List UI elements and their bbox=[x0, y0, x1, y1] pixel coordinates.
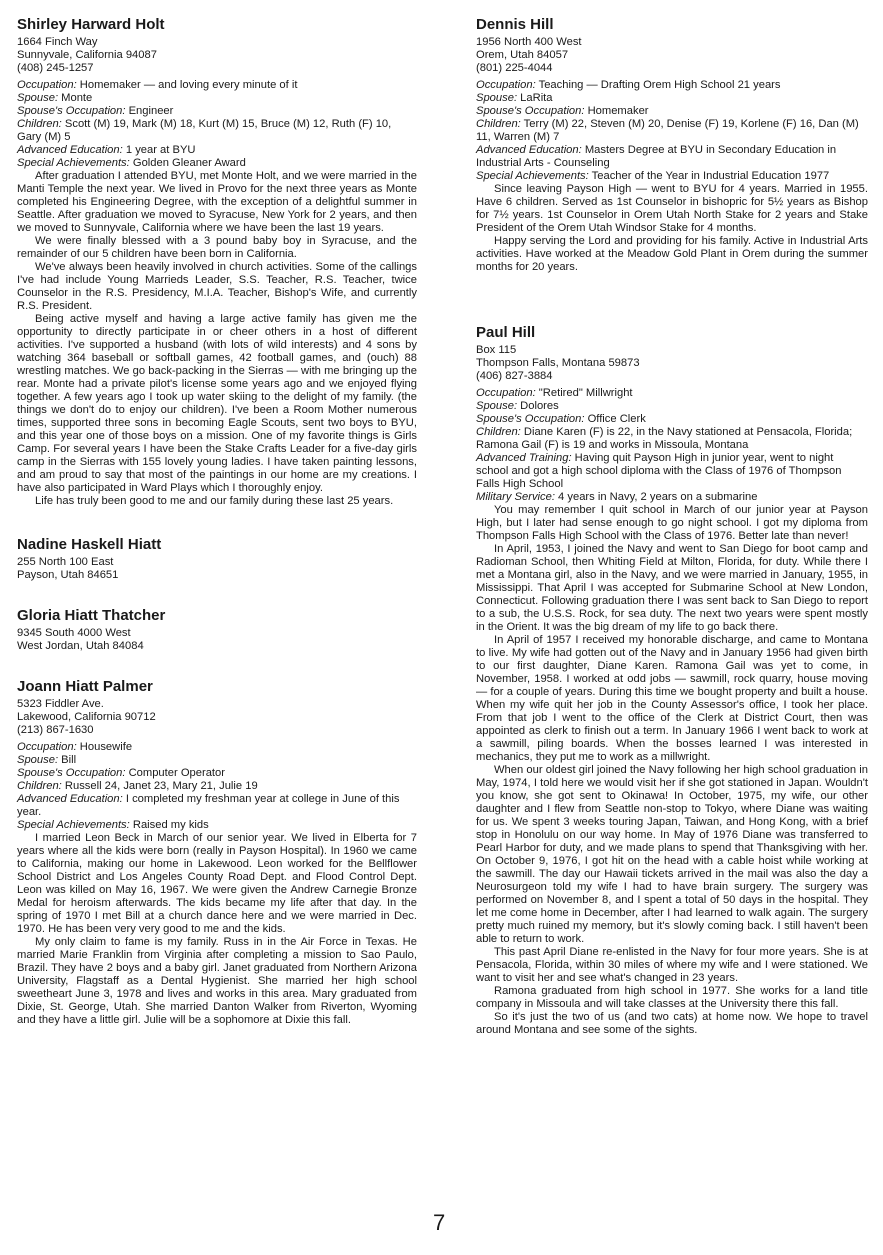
address-line: 1664 Finch Way bbox=[17, 36, 98, 48]
address-line: 5323 Fiddler Ave. bbox=[17, 698, 104, 710]
field-value: Monte bbox=[58, 92, 93, 104]
info-field bbox=[17, 144, 417, 157]
info-field bbox=[17, 754, 417, 767]
field-label: Occupation: bbox=[17, 741, 77, 753]
field-value: 1 year at BYU bbox=[122, 144, 196, 156]
info-field bbox=[476, 452, 868, 491]
paragraph: Being active myself and having a large active family has given me the opportunity to directly participate in or cheer others in a host of different activities. I've supported a husband (with lots of wild interests) and 4 sons by watching 364 baseball or softball games, 42 football games, and (ouch) 88 wrestling matches. We go back-packing in the Sierras — with me bringing up the rear. Monte had a private pilot's license some years ago and we enjoyed flying together. A few years ago I took up water skiing to the delight of my family. (the things we don't do to enjoy our children). I've been a Room Mother numerous times, supported three sons in becoming Eagle Scouts, sent two boys to BYU, and this year one of those boys on a mission. One of my favorite things is Girls Camp. For several years I have been the Stake Crafts Leader for a five-day girls camp in the Sierras with 155 lovely young ladies. I have taken painting lessons, and am proud to say that most of the paintings in our home are my creations. I have also participated in Ward Plays which I thoroughly enjoy. bbox=[17, 313, 417, 494]
address-line: Payson, Utah 84651 bbox=[17, 569, 119, 581]
field-label: Advanced Education: bbox=[476, 144, 582, 156]
info-field bbox=[476, 426, 868, 452]
field-label: Children: bbox=[17, 118, 62, 130]
info-fields bbox=[17, 79, 417, 170]
field-value: Teacher of the Year in Industrial Education 1977 bbox=[588, 170, 830, 182]
paragraph: Since leaving Payson High — went to BYU for 4 years. Married in 1955. Have 6 children. Served as 1st Counselor in bishopric for 5½ years as Bishop for 7½ years. 1st Counselor in Orem Utah North Stake for 2 years and Stake President of the Orem Utah Windsor Stake for 4 months. bbox=[476, 183, 868, 234]
paragraph: We were finally blessed with a 3 pound baby boy in Syracuse, and the remainder of our 5 children have been born in California. bbox=[17, 235, 417, 260]
paragraph: In April of 1957 I received my honorable discharge, and came to Montana to live. My wife had gotten out of the Navy and in January 1956 had given birth to our first daughter, Diane Karen. Ramona Gail was yet to come, in November, 1958. I worked at odd jobs — sawmill, rock quarry, house moving — for a couple of years. During this time we bought property and built a house. When my wife quit her job in the County Assessor's office, I took her place. From that job I went to the office of the Clerk at District Court, then was appointed as clerk to finish out a term. In January 1966 I went back to work at a sawmill, piling boards. When the bosses learned I was interested in mechanics, they put me to work as a millwright. bbox=[476, 634, 868, 763]
phone-line: (213) 867-1630 bbox=[17, 724, 94, 736]
field-label: Children: bbox=[476, 118, 521, 130]
field-label: Spouse: bbox=[17, 92, 59, 104]
entry-name: Paul Hill bbox=[476, 324, 536, 341]
info-field bbox=[476, 387, 868, 400]
entry-paul-hill bbox=[476, 324, 868, 1037]
entry-name: Dennis Hill bbox=[476, 16, 554, 33]
field-value: Engineer bbox=[125, 105, 174, 117]
narrative bbox=[17, 170, 417, 508]
field-value: Teaching — Drafting Orem High School 21 years bbox=[535, 79, 781, 91]
field-value: Golden Gleaner Award bbox=[129, 157, 246, 169]
field-value: LaRita bbox=[517, 92, 553, 104]
paragraph: We've always been heavily involved in church activities. Some of the callings I've had include Young Marrieds Leader, S.S. Teacher, R.S. Teacher, twice Counselor in the R.S. Presidency, M.I.A. Teacher, Bishop's Wife, and currently R.S. President. bbox=[17, 261, 417, 312]
field-value: Office Clerk bbox=[584, 413, 646, 425]
field-label: Military Service: bbox=[476, 491, 555, 503]
field-label: Special Achievements: bbox=[17, 157, 130, 169]
field-label: Children: bbox=[476, 426, 521, 438]
paragraph: When our oldest girl joined the Navy following her high school graduation in May, 1974, I told here we would visit her if she got stationed in Japan. Wouldn't you know, she got sent to Okinawa! In October, 1975, my wife, our other daughter and I flew from Seattle non-stop to Tokyo, where Diane was waiting for us. We spent 3 weeks touring Japan, Taiwan, and Hong Kong, with a brief stop in Honolulu on our way home. In May of 1976 Diane was transferred to Pearl Harbor for duty, and we made plans to spend that Thanksgiving with her. On October 9, 1976, I got hit on the head with a cable hoist while working at the sawmill. The day our Hawaii tickets arrived in the mail was also the day a Neurosurgeon told my wife I had to have brain surgery. The surgery was performed on November 8, and I spent a total of 50 days in the hospital. They let me come home in December, after I had learned to walk again. The surgery pretty much ruined my memory, but it's slowly coming back. I still haven't been able to return to work. bbox=[476, 764, 868, 945]
left-column bbox=[17, 16, 417, 1027]
info-field bbox=[17, 157, 417, 170]
field-value: Raised my kids bbox=[129, 819, 209, 831]
paragraph: Life has truly been good to me and our family during these last 25 years. bbox=[35, 495, 394, 507]
field-value: Housewife bbox=[76, 741, 133, 753]
paragraph: In April, 1953, I joined the Navy and went to San Diego for boot camp and Radioman School, then Whiting Field at Milton, Florida, for duty. While there I met a Montana girl, also in the Navy, and we were married in January, 1955, in Mississippi. That April I was accepted for Submarine School at New London, Connecticut. Following graduation there I was sent back to San Diego to report to a sub, the U.S.S. Rock, for sea duty. The next two years were spent mostly in the Orient. It was the big dream of my life to go back there. bbox=[476, 543, 868, 633]
field-value: Masters Degree at BYU in Secondary Education in Industrial Arts - Counseling bbox=[476, 144, 837, 169]
narrative bbox=[476, 183, 868, 274]
field-label: Special Achievements: bbox=[476, 170, 589, 182]
field-label: Advanced Training: bbox=[476, 452, 572, 464]
info-field bbox=[476, 105, 868, 118]
paragraph: This past April Diane re-enlisted in the Navy for four more years. She is at Pensacola, Florida, within 30 miles of where my wife and I were stationed. We want to visit her and see what's changed in 23 years. bbox=[476, 946, 868, 984]
info-field bbox=[17, 79, 417, 92]
entry-shirley-holt bbox=[17, 16, 417, 508]
info-field bbox=[17, 767, 417, 780]
info-field bbox=[17, 780, 417, 793]
info-field bbox=[17, 741, 417, 754]
field-label: Children: bbox=[17, 780, 62, 792]
field-label: Spouse's Occupation: bbox=[476, 413, 585, 425]
info-field bbox=[476, 400, 868, 413]
info-field bbox=[17, 793, 417, 819]
address-line: Lakewood, California 90712 bbox=[17, 711, 156, 723]
address-line: Box 115 bbox=[476, 344, 517, 356]
field-label: Spouse: bbox=[476, 400, 518, 412]
field-value: "Retired" Millwright bbox=[535, 387, 633, 399]
field-value: I completed my freshman year at college in June of this year. bbox=[17, 793, 400, 818]
paragraph: So it's just the two of us (and two cats) at home now. We hope to travel around Montana and see some of the sights. bbox=[476, 1011, 868, 1036]
address-line: 9345 South 4000 West bbox=[17, 627, 131, 639]
phone-line: (406) 827-3884 bbox=[476, 370, 553, 382]
entry-nadine-hiatt bbox=[17, 536, 417, 582]
field-label: Occupation: bbox=[476, 79, 536, 91]
field-value: Homemaker bbox=[584, 105, 649, 117]
entry-gloria-thatcher bbox=[17, 607, 417, 653]
paragraph: I married Leon Beck in March of our senior year. We lived in Elberta for 7 years where all the kids were born (really in Payson Hospital). In 1960 we came to California, making our home in Lakewood. Leon worked for the Bellflower School District and Los Angeles County Road Dept. and Flood Control Dept. Leon was killed on May 16, 1967. We were given the Andrew Carnegie Bronze Medal for heroism afterwards. The kids became my life after that day. In the spring of 1970 I met Bill at a church dance here and we were married in Dec. 1970. He has been very very good to me and the kids. bbox=[17, 832, 417, 935]
narrative bbox=[476, 504, 868, 1037]
field-label: Advanced Education: bbox=[17, 144, 123, 156]
info-field bbox=[476, 92, 868, 105]
paragraph: You may remember I quit school in March of our junior year at Payson High, but I later had sense enough to go night school. I got my diploma from Thompson Falls High School with the Class of 1976. Better late than never! bbox=[476, 504, 868, 542]
info-fields bbox=[476, 387, 868, 504]
field-value: 4 years in Navy, 2 years on a submarine bbox=[554, 491, 758, 503]
info-field bbox=[476, 491, 868, 504]
narrative bbox=[17, 832, 417, 1027]
field-value: Terry (M) 22, Steven (M) 20, Denise (F) 19, Korlene (F) 16, Dan (M) 11, Warren (M) 7 bbox=[476, 118, 859, 143]
field-label: Spouse: bbox=[476, 92, 518, 104]
field-label: Occupation: bbox=[17, 79, 77, 91]
entry-dennis-hill bbox=[476, 16, 868, 274]
field-value: Dolores bbox=[517, 400, 559, 412]
field-label: Advanced Education: bbox=[17, 793, 123, 805]
entry-name: Gloria Hiatt Thatcher bbox=[17, 607, 166, 624]
info-fields bbox=[17, 741, 417, 832]
field-label: Special Achievements: bbox=[17, 819, 130, 831]
field-value: Homemaker — and loving every minute of it bbox=[76, 79, 298, 91]
paragraph: My only claim to fame is my family. Russ in in the Air Force in Texas. He married Marie Franklin from Virginia after completing a mission to Sao Paulo, Brazil. They have 2 boys and a baby girl. Janet graduated from Northern Arizona University, Flagstaff as a Dental Hygienist. She married her high school sweetheart June 3, 1978 and lives and works in this area. Mary graduated from Dixie, St. George, Utah. She married Danton Walker from Riverton, Wyoming and they have a little girl. Julie will be a sophomore at Dixie this fall. bbox=[17, 936, 417, 1026]
info-field bbox=[476, 170, 868, 183]
info-field bbox=[476, 144, 868, 170]
entry-name: Joann Hiatt Palmer bbox=[17, 678, 153, 695]
field-value: Computer Operator bbox=[125, 767, 225, 779]
phone-line: (408) 245-1257 bbox=[17, 62, 94, 74]
info-field bbox=[476, 413, 868, 426]
field-value: Bill bbox=[58, 754, 77, 766]
field-value: Diane Karen (F) is 22, in the Navy stationed at Pensacola, Florida; Ramona Gail (F) is 19 and works in Missoula, Montana bbox=[476, 426, 853, 451]
field-value: Russell 24, Janet 23, Mary 21, Julie 19 bbox=[61, 780, 258, 792]
info-field bbox=[17, 92, 417, 105]
field-label: Spouse's Occupation: bbox=[17, 767, 126, 779]
field-value: Having quit Payson High in junior year, went to night school and got a high school diploma with the Class of 1976 of Thompson Falls High School bbox=[476, 452, 842, 490]
address-line: 1956 North 400 West bbox=[476, 36, 582, 48]
address-line: 255 North 100 East bbox=[17, 556, 114, 568]
entry-joann-palmer bbox=[17, 678, 417, 1027]
address-line: Orem, Utah 84057 bbox=[476, 49, 569, 61]
phone-line: (801) 225-4044 bbox=[476, 62, 553, 74]
right-column bbox=[476, 16, 868, 1037]
paragraph: Happy serving the Lord and providing for his family. Active in Industrial Arts activities. Have worked at the Meadow Gold Plant in Orem during the summer months for 20 years. bbox=[476, 235, 868, 273]
info-field bbox=[476, 118, 868, 144]
field-value: Scott (M) 19, Mark (M) 18, Kurt (M) 15, Bruce (M) 12, Ruth (F) 10, Gary (M) 5 bbox=[17, 118, 392, 143]
info-fields bbox=[476, 79, 868, 183]
page-number: 7 bbox=[433, 1210, 446, 1235]
address-line: Sunnyvale, California 94087 bbox=[17, 49, 157, 61]
field-label: Spouse's Occupation: bbox=[17, 105, 126, 117]
entry-name: Shirley Harward Holt bbox=[17, 16, 165, 33]
field-label: Spouse: bbox=[17, 754, 59, 766]
info-field bbox=[17, 819, 417, 832]
entry-name: Nadine Haskell Hiatt bbox=[17, 536, 162, 553]
info-field bbox=[17, 118, 417, 144]
address-line: West Jordan, Utah 84084 bbox=[17, 640, 144, 652]
info-field bbox=[476, 79, 868, 92]
field-label: Occupation: bbox=[476, 387, 536, 399]
address-line: Thompson Falls, Montana 59873 bbox=[476, 357, 640, 369]
info-field bbox=[17, 105, 417, 118]
paragraph: After graduation I attended BYU, met Monte Holt, and we were married in the Manti Temple the next year. We lived in Provo for the next three years as Monte completed his Engineering Degree, with the exception of a delightful summer in Seattle. After graduation we moved to Syracuse, New York for 2 years, and then we moved to Sunnyvale, California where we have been the last 19 years. bbox=[17, 170, 417, 234]
paragraph: Ramona graduated from high school in 1977. She works for a land title company in Missoula and will take classes at the University there this fall. bbox=[476, 985, 868, 1010]
field-label: Spouse's Occupation: bbox=[476, 105, 585, 117]
